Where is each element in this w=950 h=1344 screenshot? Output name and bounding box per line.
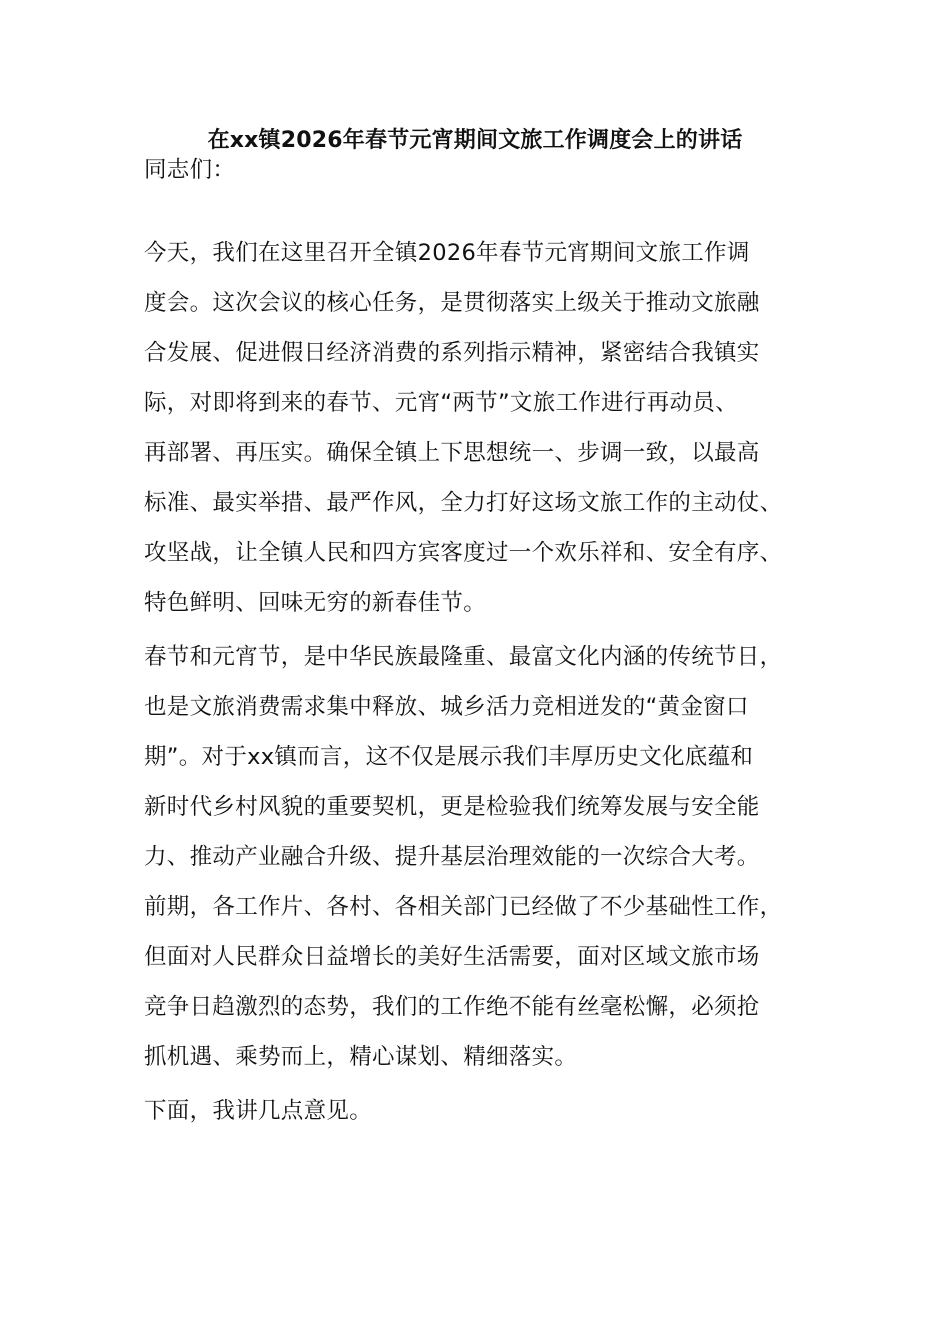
paragraph-3-line-1: 下面，我讲几点意见。 (144, 1098, 373, 1124)
paragraph-2-line-3: 期”。对于xx镇而言，这不仅是展示我们丰厚历史文化底蕴和 (144, 744, 754, 770)
paragraph-2-line-4: 新时代乡村风貌的重要契机，更是检验我们统筹发展与安全能 (144, 794, 760, 820)
paragraph-2-line-8: 竞争日趋激烈的态势，我们的工作绝不能有丝毫松懈，必须抢 (144, 994, 760, 1020)
document-title: 在xx镇2026年春节元宵期间文旅工作调度会上的讲话 (207, 128, 743, 153)
paragraph-2-line-5: 力、推动产业融合升级、提升基层治理效能的一次综合大考。 (144, 844, 760, 870)
paragraph-1-line-3: 合发展、促进假日经济消费的系列指示精神，紧密结合我镇实 (144, 340, 760, 366)
paragraph-2-line-6: 前期，各工作片、各村、各相关部门已经做了不少基础性工作， (144, 894, 783, 920)
paragraph-1-line-5: 再部署、再压实。确保全镇上下思想统一、步调一致，以最高 (144, 440, 760, 466)
paragraph-1-line-4: 际，对即将到来的春节、元宵“两节”文旅工作进行再动员、 (144, 390, 738, 416)
paragraph-2-line-7: 但面对人民群众日益增长的美好生活需要，面对区域文旅市场 (144, 944, 760, 970)
paragraph-2-line-2: 也是文旅消费需求集中释放、城乡活力竞相迸发的“黄金窗口 (144, 694, 749, 720)
paragraph-1-line-1: 今天，我们在这里召开全镇2026年春节元宵期间文旅工作调 (144, 240, 750, 266)
paragraph-1-line-7: 攻坚战，让全镇人民和四方宾客度过一个欢乐祥和、安全有序、 (144, 540, 783, 566)
paragraph-2-line-1: 春节和元宵节，是中华民族最隆重、最富文化内涵的传统节日， (144, 644, 783, 670)
paragraph-1-line-2: 度会。这次会议的核心任务，是贯彻落实上级关于推动文旅融 (144, 290, 760, 316)
salutation: 同志们： (144, 157, 236, 183)
paragraph-1-line-6: 标准、最实举措、最严作风，全力打好这场文旅工作的主动仗、 (144, 490, 783, 516)
paragraph-1-line-8: 特色鲜明、回味无穷的新春佳节。 (144, 590, 487, 616)
paragraph-2-line-9: 抓机遇、乘势而上，精心谋划、精细落实。 (144, 1044, 578, 1070)
